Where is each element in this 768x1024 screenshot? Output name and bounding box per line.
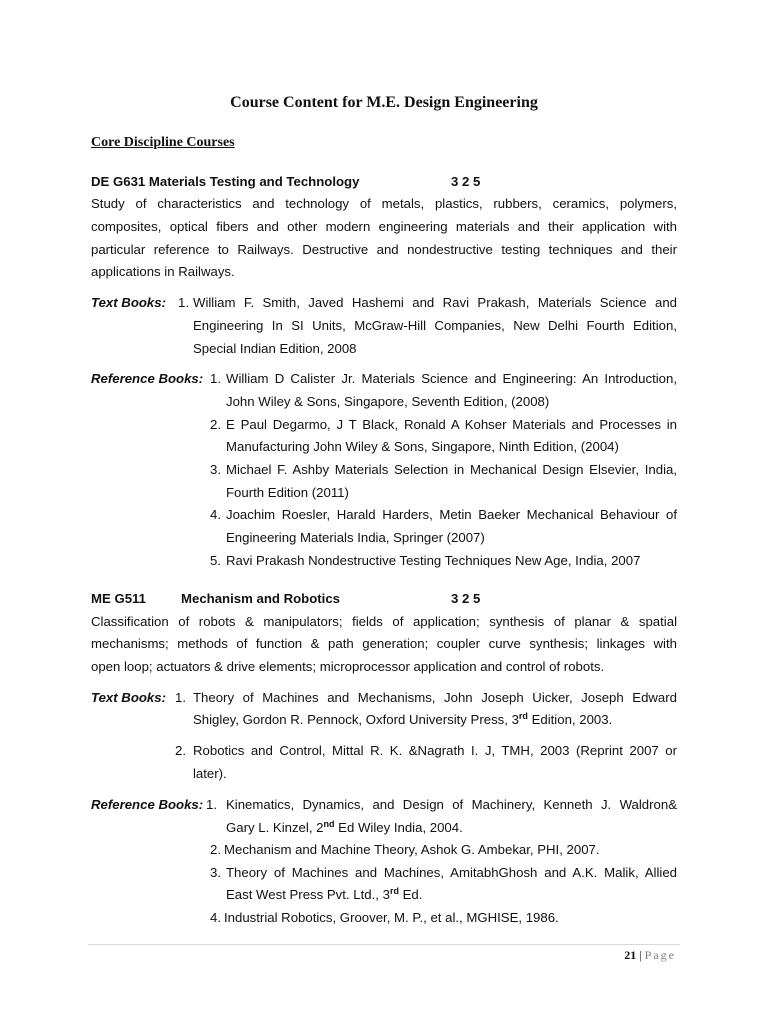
course-1-credits: 3 2 5 (451, 174, 481, 189)
course-1-textbooks-label: Text Books: (91, 295, 166, 310)
course-2-description-line-3: open loop; actuators & drive elements; microprocessor application and control of robots. (91, 659, 605, 674)
course-2-description-line-2: mechanisms; methods of function & path generation; coupler curve synthesis; linkages with (91, 636, 677, 651)
course-1-reference-2-number: 2. (210, 417, 221, 432)
section-heading: Core Discipline Courses (91, 135, 235, 150)
course-2-reference-3-superscript: rd (389, 886, 399, 896)
course-2-reference-2-line-1: Mechanism and Machine Theory, Ashok G. Ambekar, PHI, 2007. (224, 842, 600, 857)
course-2-textbook-1-line-2-tail: Edition, 2003. (527, 712, 613, 727)
course-1-textbook-1-line-1: William F. Smith, Javed Hashemi and Ravi Prakash, Materials Science and (193, 295, 677, 310)
course-2-reference-1-line-1: Kinematics, Dynamics, and Design of Machinery, Kenneth J. Waldron& (226, 797, 677, 812)
course-2-reference-3-line-2-tail: Ed. (398, 887, 423, 902)
course-1-reference-1-line-1: William D Calister Jr. Materials Science and Engineering: An Introduction, (226, 371, 677, 386)
course-2-title: Mechanism and Robotics (181, 591, 341, 606)
page-title: Course Content for M.E. Design Engineering (230, 94, 538, 111)
course-1-reference-3-line-1: Michael F. Ashby Materials Selection in Mechanical Design Elsevier, India, (226, 462, 677, 477)
course-2-textbook-1-line-2 (193, 712, 612, 728)
course-2-description-line-1: Classification of robots & manipulators; fields of application; synthesis of planar & spatial (91, 614, 677, 629)
course-2-textbook-1-number: 1. (175, 690, 186, 705)
course-2-reference-1-superscript: nd (323, 819, 335, 829)
course-2-credits: 3 2 5 (451, 591, 481, 606)
course-1-reference-1-number: 1. (210, 371, 221, 386)
course-1-reference-5-line-1: Ravi Prakash Nondestructive Testing Techniques New Age, India, 2007 (226, 553, 641, 568)
course-1-reference-4-line-2: Engineering Materials India, Springer (2007) (226, 530, 485, 545)
course-2-textbook-1-line-1: Theory of Machines and Mechanisms, John Joseph Uicker, Joseph Edward (193, 690, 677, 705)
course-1-reference-4-number: 4. (210, 507, 221, 522)
course-2-reference-1-line-2-tail: Ed Wiley India, 2004. (334, 820, 463, 835)
course-1-references-label: Reference Books: (91, 371, 204, 386)
course-2-reference-1-line-2-text: Gary L. Kinzel, 2 (226, 820, 324, 835)
course-2-references-label: Reference Books: (91, 797, 204, 812)
page-number: 21 (624, 948, 637, 962)
course-1-code-title: DE G631 Materials Testing and Technology (91, 174, 360, 189)
course-1-textbook-1-number: 1. (178, 295, 189, 310)
course-1-reference-5-number: 5. (210, 553, 221, 568)
course-2-textbooks-label: Text Books: (91, 690, 166, 705)
course-1-description-line-1: Study of characteristics and technology of metals, plastics, rubbers, ceramics, polymers, (91, 196, 677, 211)
course-1-reference-4-line-1: Joachim Roesler, Harald Harders, Metin Baeker Mechanical Behaviour of (226, 507, 677, 522)
course-1-reference-3-line-2: Fourth Edition (2011) (226, 485, 349, 500)
course-1-description-line-4: applications in Railways. (91, 264, 235, 279)
page-footer (624, 948, 676, 963)
course-2-textbook-2-line-1: Robotics and Control, Mittal R. K. &Nagrath I. J, TMH, 2003 (Reprint 2007 or (193, 743, 677, 758)
course-2-reference-4-number: 4. (210, 910, 221, 925)
course-1-description-line-2: composites, optical fibers and other modern engineering materials and their application with (91, 219, 677, 234)
course-2-reference-3-line-1: Theory of Machines and Machines, AmitabhGhosh and A.K. Malik, Allied (226, 865, 677, 880)
course-2-code: ME G511 (91, 591, 146, 606)
course-1-reference-3-number: 3. (210, 462, 221, 477)
course-1-reference-2-line-1: E Paul Degarmo, J T Black, Ronald A Kohser Materials and Processes in (226, 417, 677, 432)
course-1-reference-1-line-2: John Wiley & Sons, Singapore, Seventh Edition, (2008) (226, 394, 550, 409)
course-2-reference-4-line-1: Industrial Robotics, Groover, M. P., et al., MGHISE, 1986. (224, 910, 559, 925)
footer-separator: | (636, 948, 645, 962)
course-2-reference-3-line-2 (226, 887, 422, 903)
course-2-reference-1-line-2 (226, 820, 463, 836)
course-1-textbook-1-line-2: Engineering In SI Units, McGraw-Hill Companies, New Delhi Fourth Edition, (193, 318, 677, 333)
course-2-reference-3-number: 3. (210, 865, 221, 880)
course-1-reference-2-line-2: Manufacturing John Wiley & Sons, Singapore, Ninth Edition, (2004) (226, 439, 619, 454)
course-2-textbook-2-number: 2. (175, 743, 186, 758)
course-2-reference-1-number: 1. (206, 797, 217, 812)
course-2-textbook-2-line-2: later). (193, 766, 227, 781)
course-2-reference-2-number: 2. (210, 842, 221, 857)
course-2-reference-3-line-2-text: East West Press Pvt. Ltd., 3 (226, 887, 390, 902)
course-1-description-line-3: particular reference to Railways. Destructive and nondestructive testing techniques and their (91, 242, 677, 257)
course-1-textbook-1-line-3: Special Indian Edition, 2008 (193, 341, 357, 356)
course-2-textbook-1-line-2-text: Shigley, Gordon R. Pennock, Oxford University Press, 3 (193, 712, 519, 727)
footer-divider (88, 944, 680, 945)
course-2-textbook-1-superscript: rd (518, 711, 528, 721)
page-word: Page (644, 948, 676, 962)
